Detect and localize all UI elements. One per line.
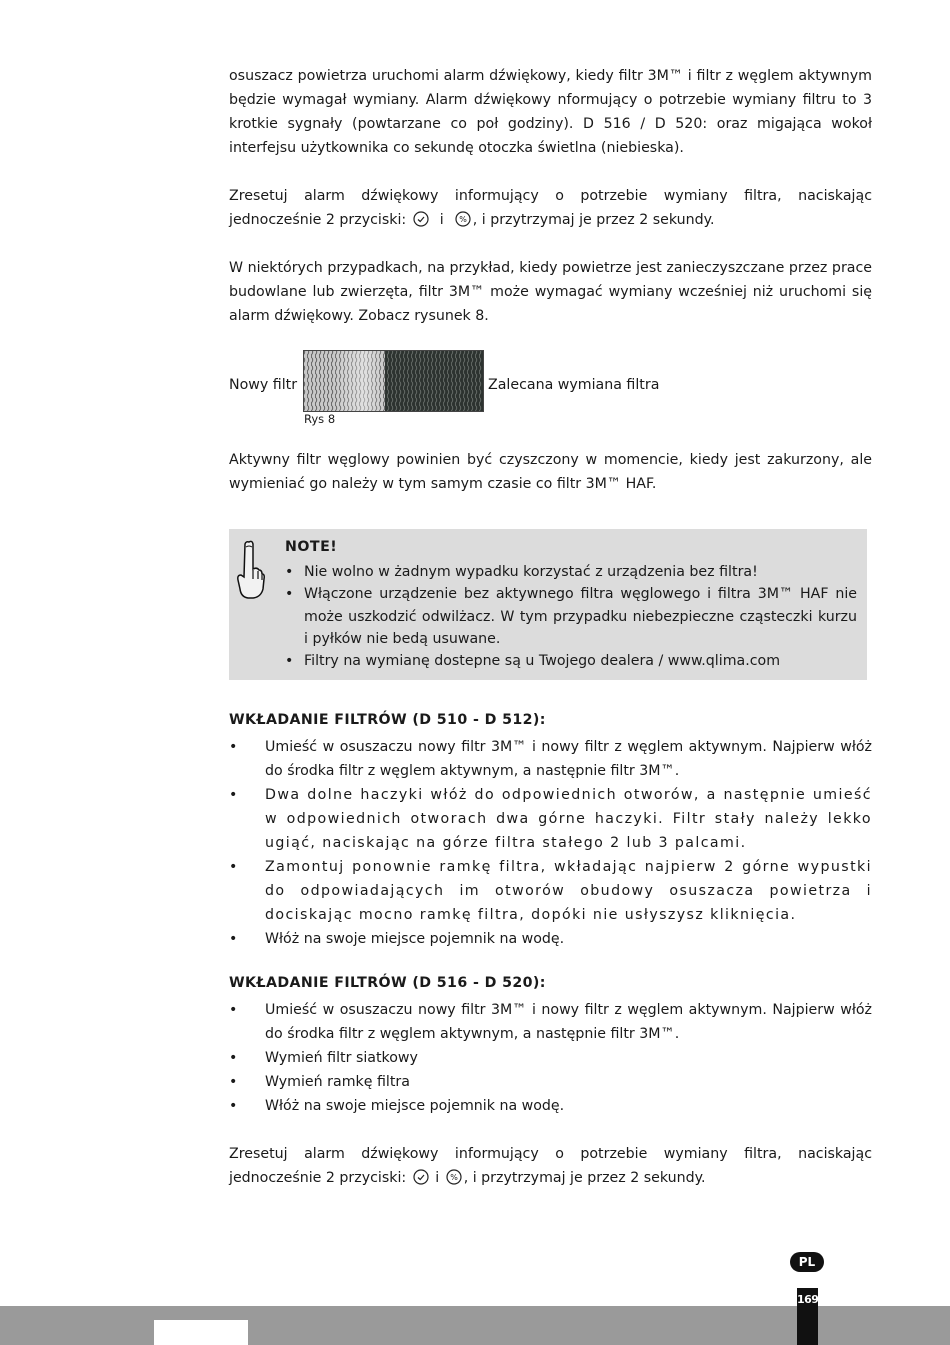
- reset-alarm-paragraph-2: [229, 1142, 872, 1190]
- section-list-d516: [229, 998, 872, 1118]
- humidity-button-icon: [446, 1169, 462, 1185]
- list-item: • Umieść w osuszaczu nowy filtr 3M™ i nowy filtr z węglem aktywnym. Najpierw włóż do środka filtr z węglem aktywnym, a następnie filtr 3M™.: [229, 998, 872, 1046]
- reset-text-before: Zresetuj alarm dźwiękowy informujący o potrzebie wymiany filtra, naciskając jednocześnie 2 przyciski:: [229, 188, 872, 228]
- footer-white-block: [154, 1320, 248, 1345]
- reset-text-after: , i przytrzymaj je przez 2 sekundy.: [463, 1170, 706, 1186]
- reset-text-mid: i: [439, 212, 444, 228]
- list-item: • Włóż na swoje miejsce pojemnik na wodę.: [229, 1094, 872, 1118]
- new-filter-label: Nowy filtr: [229, 377, 298, 393]
- list-item: • Umieść w osuszaczu nowy filtr 3M™ i nowy filtr z węglem aktywnym. Najpierw włóż do środka filtr z węglem aktywnym, a następnie filtr 3M™.: [229, 735, 872, 783]
- early-replacement-paragraph: W niektórych przypadkach, na przykład, kiedy powietrze jest zanieczyszczane przez prace budowlane lub zwierzęta, filtr 3M™ może wymagać wymiany wcześniej niż uruchomi się alarm dźwiękowy. Zobacz rysunek 8.: [229, 260, 872, 324]
- section-list-d510: [229, 735, 872, 951]
- pointing-finger-icon: [235, 539, 267, 601]
- filter-comparison-image: [303, 350, 484, 412]
- carbon-filter-paragraph: Aktywny filtr węglowy powinien być czyszczony w momencie, kiedy jest zakurzony, ale wymieniać go należy w tym samym czasie co filtr 3M™ HAF.: [229, 452, 872, 492]
- reset-text-before: Zresetuj alarm dźwiękowy informujący o potrzebie wymiany filtra, naciskając jednocześnie 2 przyciski:: [229, 1146, 872, 1186]
- list-item: • Wymień ramkę filtra: [229, 1070, 872, 1094]
- list-item: • Wymień filtr siatkowy: [229, 1046, 872, 1070]
- note-list: [285, 561, 857, 672]
- note-item: • Nie wolno w żadnym wypadku korzystać z urządzenia bez filtra!: [285, 561, 857, 583]
- list-item: • Zamontuj ponownie ramkę filtra, wkładając najpierw 2 górne wypustki do odpowiadających im otworów obudowy osuszacza powietrza i dociskając mocno ramkę filtra, dopóki nie usłyszysz kliknięcia.: [229, 855, 872, 927]
- note-item: • Filtry na wymianę dostepne są u Twojego dealera / www.qlima.com: [285, 650, 857, 672]
- language-badge: PL: [790, 1252, 824, 1272]
- note-box: [229, 529, 867, 680]
- reset-text-mid: i: [435, 1170, 440, 1186]
- section-heading-d510: WKŁADANIE FILTRÓW (D 510 - D 512):: [229, 712, 546, 728]
- section-heading-d516: WKŁADANIE FILTRÓW (D 516 - D 520):: [229, 975, 546, 991]
- reset-alarm-paragraph: [229, 184, 872, 232]
- note-title: NOTE!: [285, 539, 338, 555]
- list-item: • Włóż na swoje miejsce pojemnik na wodę.: [229, 927, 872, 951]
- list-item: • Dwa dolne haczyki włóż do odpowiednich otworów, a następnie umieść w odpowiednich otworach dwa górne haczyki. Filtr stały należy lekko ugiąć, naciskając na górze filtra stałego 2 lub 3 palcami.: [229, 783, 872, 855]
- timer-button-icon: [413, 1169, 429, 1185]
- replace-filter-label: Zalecana wymiana filtra: [488, 377, 660, 393]
- humidity-button-icon: [455, 211, 471, 227]
- intro-paragraph: osuszacz powietrza uruchomi alarm dźwiękowy, kiedy filtr 3M™ i filtr z węglem aktywnym będzie wymagał wymiany. Alarm dźwiękowy nformujący o potrzebie wymiany filtru to 3 krotkie sygnały (powtarzane co poł godziny). D 516 / D 520: oraz migająca wokoł interfejsu użytkownika co sekundę otoczka świetlna (niebieska).: [229, 68, 872, 156]
- reset-text-after: , i przytrzymaj je przez 2 sekundy.: [472, 212, 715, 228]
- figure-caption: Rys 8: [304, 412, 336, 426]
- timer-button-icon: [413, 211, 429, 227]
- svg-text:%: %: [449, 1173, 458, 1182]
- svg-text:%: %: [458, 215, 467, 224]
- note-item: • Włączone urządzenie bez aktywnego filtra węglowego i filtra 3M™ HAF nie może uszkodzić odwilżacz. W tym przypadku niebezpieczne cząsteczki kurzu i pyłków nie bedą usuwane.: [285, 583, 857, 650]
- page-number: 169: [797, 1293, 819, 1306]
